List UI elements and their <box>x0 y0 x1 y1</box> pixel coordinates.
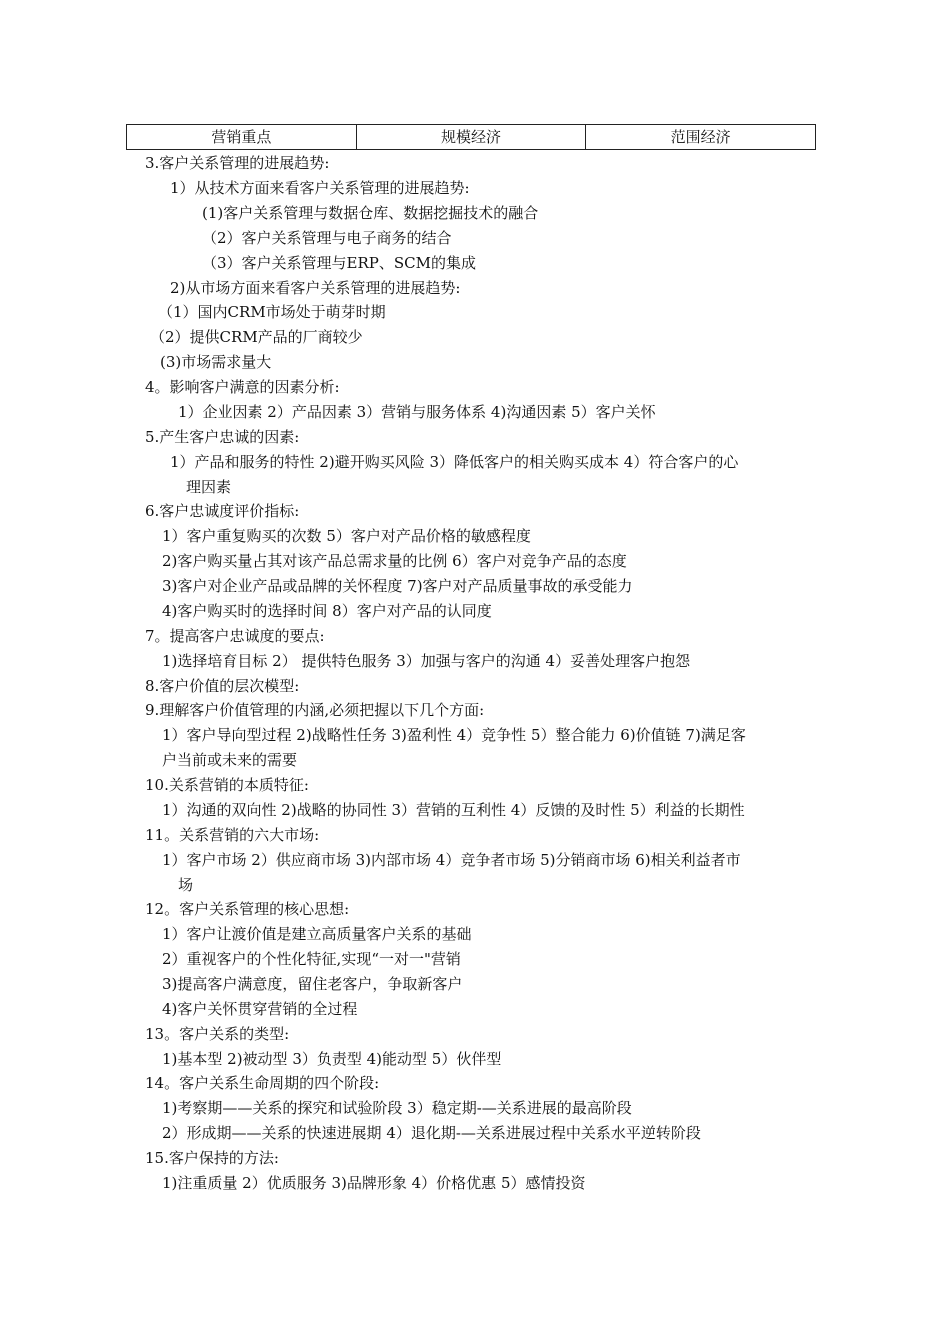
list-item: (1)客户关系管理与数据仓库、数据挖掘技术的融合 <box>202 204 539 222</box>
section-heading: 5.产生客户忠诚的因素: <box>145 428 300 446</box>
section-heading: 9.理解客户价值管理的内涵,必须把握以下几个方面: <box>145 701 485 719</box>
list-item: 1)考察期——关系的探究和试验阶段 3）稳定期-—关系进展的最高阶段 <box>162 1099 632 1117</box>
list-item: 3)提高客户满意度，留住老客户，争取新客户 <box>162 975 463 993</box>
list-item: 1）产品和服务的特性 2)避开购买风险 3）降低客户的相关购买成本 4）符合客户的心 <box>170 453 739 471</box>
section-heading: 13。客户关系的类型: <box>145 1025 290 1043</box>
section-heading: 7。提高客户忠诚度的要点: <box>145 627 325 645</box>
section-heading: 8.客户价值的层次模型: <box>145 677 300 695</box>
section-heading: 12。客户关系管理的核心思想: <box>145 900 350 918</box>
section-heading: 6.客户忠诚度评价指标: <box>145 502 300 520</box>
marketing-comparison-table <box>126 124 816 150</box>
list-item: 1）从技术方面来看客户关系管理的进展趋势: <box>170 179 470 197</box>
list-item-continuation: 理因素 <box>186 478 232 496</box>
section-heading: 4。影响客户满意的因素分析: <box>145 378 340 396</box>
list-item: 2)客户购买量占其对该产品总需求量的比例 6）客户对竞争产品的态度 <box>162 552 627 570</box>
list-item: 1)选择培育目标 2） 提供特色服务 3）加强与客户的沟通 4）妥善处理客户抱怨 <box>162 652 691 670</box>
list-item: 1）客户重复购买的次数 5）客户对产品价格的敏感程度 <box>162 527 531 545</box>
table-cell-marketing-focus: 营销重点 <box>127 125 357 150</box>
section-heading: 15.客户保持的方法: <box>145 1149 279 1167</box>
list-item: 2)从市场方面来看客户关系管理的进展趋势: <box>170 279 461 297</box>
list-item: 2）重视客户的个性化特征,实现“一对一"营销 <box>162 950 461 968</box>
section-heading: 3.客户关系管理的进展趋势: <box>145 154 330 172</box>
table-cell-economies-of-scale: 规模经济 <box>356 125 586 150</box>
list-item: （2）提供CRM产品的厂商较少 <box>150 328 363 346</box>
list-item: （3）客户关系管理与ERP、SCM的集成 <box>202 254 476 272</box>
list-item: 1)基本型 2)被动型 3）负责型 4)能动型 5）伙伴型 <box>162 1050 502 1068</box>
list-item-continuation: 户当前或未来的需要 <box>162 751 298 769</box>
list-item-continuation: 场 <box>178 876 194 894</box>
list-item: （2）客户关系管理与电子商务的结合 <box>202 229 452 247</box>
list-item: 1）客户市场 2）供应商市场 3)内部市场 4）竞争者市场 5)分销商市场 6)相关利益者市 <box>162 851 741 869</box>
list-item: 1)注重质量 2）优质服务 3)品牌形象 4）价格优惠 5）感情投资 <box>162 1174 586 1192</box>
list-item: （1）国内CRM市场处于萌芽时期 <box>158 303 386 321</box>
table-row <box>127 125 816 150</box>
list-item: 1）沟通的双向性 2)战略的协同性 3）营销的互利性 4）反馈的及时性 5）利益的长期性 <box>162 801 745 819</box>
list-item: (3)市场需求量大 <box>160 353 272 371</box>
section-heading: 11。关系营销的六大市场: <box>145 826 320 844</box>
list-item: 3)客户对企业产品或品牌的关怀程度 7)客户对产品质量事故的承受能力 <box>162 577 633 595</box>
list-item: 1）客户导向型过程 2)战略性任务 3)盈利性 4）竞争性 5）整合能力 6)价值链 7)满足客 <box>162 726 746 744</box>
section-heading: 10.关系营销的本质特征: <box>145 776 309 794</box>
list-item: 1）企业因素 2）产品因素 3）营销与服务体系 4)沟通因素 5）客户关怀 <box>178 403 656 421</box>
list-item: 4)客户购买时的选择时间 8）客户对产品的认同度 <box>162 602 492 620</box>
list-item: 4)客户关怀贯穿营销的全过程 <box>162 1000 358 1018</box>
list-item: 1）客户让渡价值是建立高质量客户关系的基础 <box>162 925 472 943</box>
list-item: 2）形成期——关系的快速进展期 4）退化期-—关系进展过程中关系水平逆转阶段 <box>162 1124 701 1142</box>
table-cell-economies-of-scope: 范围经济 <box>586 125 816 150</box>
section-heading: 14。客户关系生命周期的四个阶段: <box>145 1074 380 1092</box>
